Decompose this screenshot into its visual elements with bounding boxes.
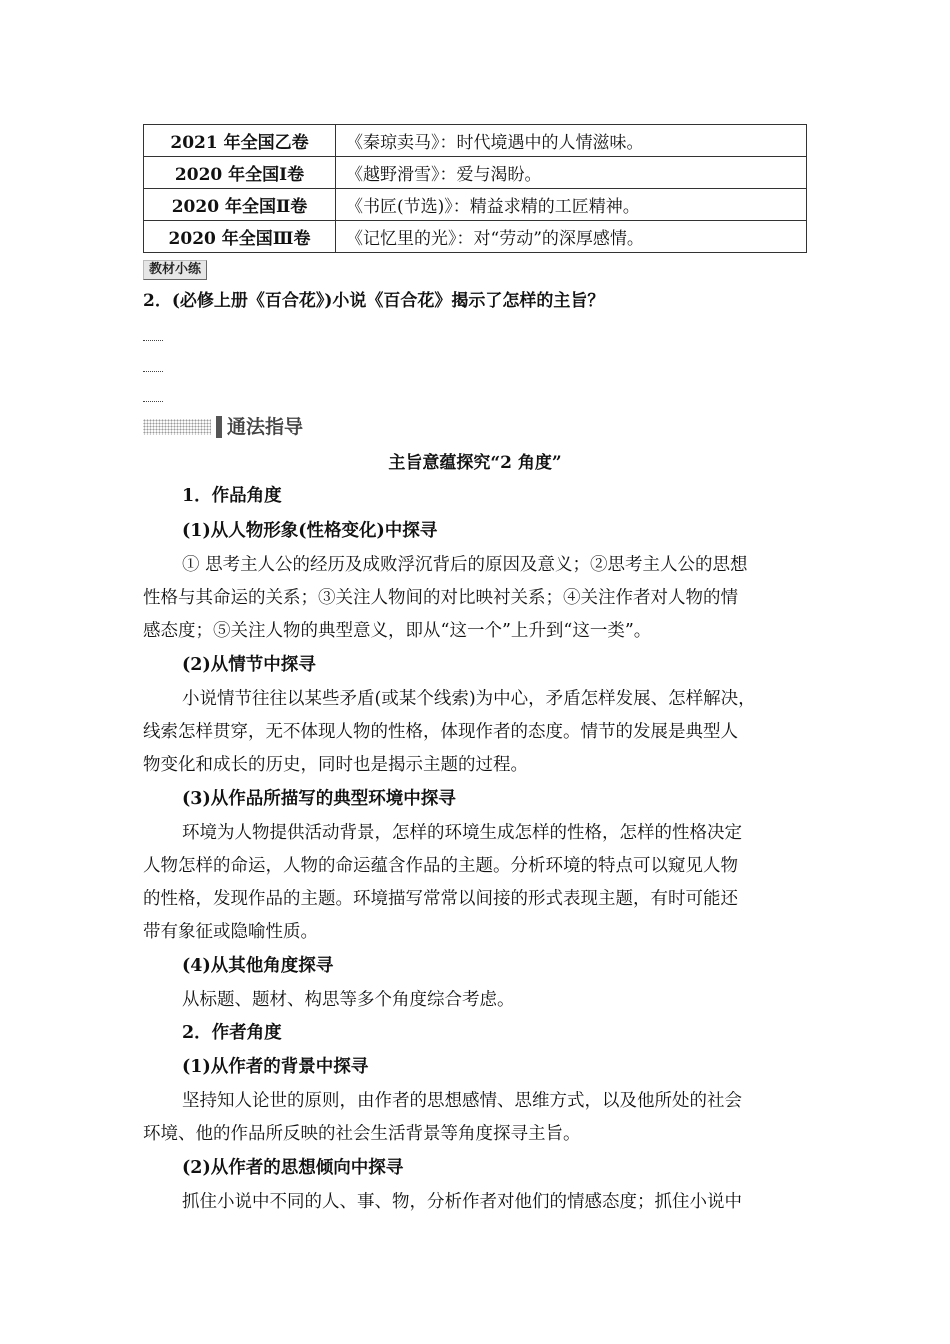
exam-table [143, 124, 807, 253]
paragraph-line: 物变化和成长的历史，同时也是揭示主题的过程。 [143, 755, 528, 775]
section-title: 主旨意蕴探究“2 角度” [388, 453, 562, 473]
table-row [144, 221, 807, 253]
subheading: (2)从作者的思想倾向中探寻 [182, 1158, 404, 1178]
paragraph-line: 从标题、题材、构思等多个角度综合考虑。 [182, 990, 515, 1010]
answer-dot-line [143, 371, 163, 372]
paragraph-line: 坚持知人论世的原则，由作者的思想感情、思维方式，以及他所处的社会 [182, 1091, 742, 1111]
table-cell-content: 《记忆里的光》：对“劳动”的深厚感情。 [336, 221, 807, 253]
subheading: (1)从人物形象(性格变化)中探寻 [182, 521, 438, 541]
table-cell-year: 2021 年全国乙卷 [144, 125, 336, 157]
subheading: (3)从作品所描写的典型环境中探寻 [182, 789, 456, 809]
paragraph-line: 环境、他的作品所反映的社会生活背景等角度探寻主旨。 [143, 1124, 581, 1144]
question-text: 2．(必修上册《百合花》)小说《百合花》揭示了怎样的主旨？ [143, 291, 605, 311]
table-cell-year: 2020 年全国Ⅲ卷 [144, 221, 336, 253]
answer-dot-line [143, 340, 163, 341]
section-header-title: 通法指导 [227, 416, 304, 438]
dot-pattern-decoration [143, 419, 211, 435]
heading-author-angle: 2．作者角度 [182, 1023, 282, 1043]
paragraph-line: 带有象征或隐喻性质。 [143, 922, 318, 942]
paragraph-line: 环境为人物提供活动背景，怎样的环境生成怎样的性格，怎样的性格决定 [182, 823, 742, 843]
table-cell-content: 《秦琼卖马》：时代境遇中的人情滋味。 [336, 125, 807, 157]
table-cell-content: 《越野滑雪》：爱与渴盼。 [336, 157, 807, 189]
subheading: (2)从情节中探寻 [182, 655, 316, 675]
paragraph-line: 人物怎样的命运，人物的命运蕴含作品的主题。分析环境的特点可以窥见人物 [143, 856, 738, 876]
paragraph-line: ① 思考主人公的经历及成败浮沉背后的原因及意义；②思考主人公的思想 [182, 555, 748, 575]
table-cell-content: 《书匠(节选)》：精益求精的工匠精神。 [336, 189, 807, 221]
paragraph-line: 感态度；⑤关注人物的典型意义，即从“这一个”上升到“这一类”。 [143, 621, 652, 641]
subheading: (4)从其他角度探寻 [182, 956, 334, 976]
paragraph-line: 线索怎样贯穿，无不体现人物的性格，体现作者的态度。情节的发展是典型人 [143, 722, 738, 742]
header-bar-decoration [216, 416, 222, 438]
table-row [144, 189, 807, 221]
table-row [144, 125, 807, 157]
table-cell-year: 2020 年全国Ⅱ卷 [144, 189, 336, 221]
paragraph-line: 小说情节往往以某些矛盾(或某个线索)为中心，矛盾怎样发展、怎样解决， [182, 689, 756, 709]
paragraph-line: 性格与其命运的关系；③关注人物间的对比映衬关系；④关注作者对人物的情 [143, 588, 738, 608]
paragraph-line: 的性格，发现作品的主题。环境描写常常以间接的形式表现主题，有时可能还 [143, 889, 738, 909]
table-row [144, 157, 807, 189]
answer-dot-line [143, 401, 163, 402]
subheading: (1)从作者的背景中探寻 [182, 1057, 369, 1077]
paragraph-line: 抓住小说中不同的人、事、物，分析作者对他们的情感态度；抓住小说中 [182, 1192, 742, 1212]
table-cell-year: 2020 年全国Ⅰ卷 [144, 157, 336, 189]
heading-work-angle: 1．作品角度 [182, 486, 282, 506]
textbook-practice-tag: 教材小练 [143, 260, 207, 280]
